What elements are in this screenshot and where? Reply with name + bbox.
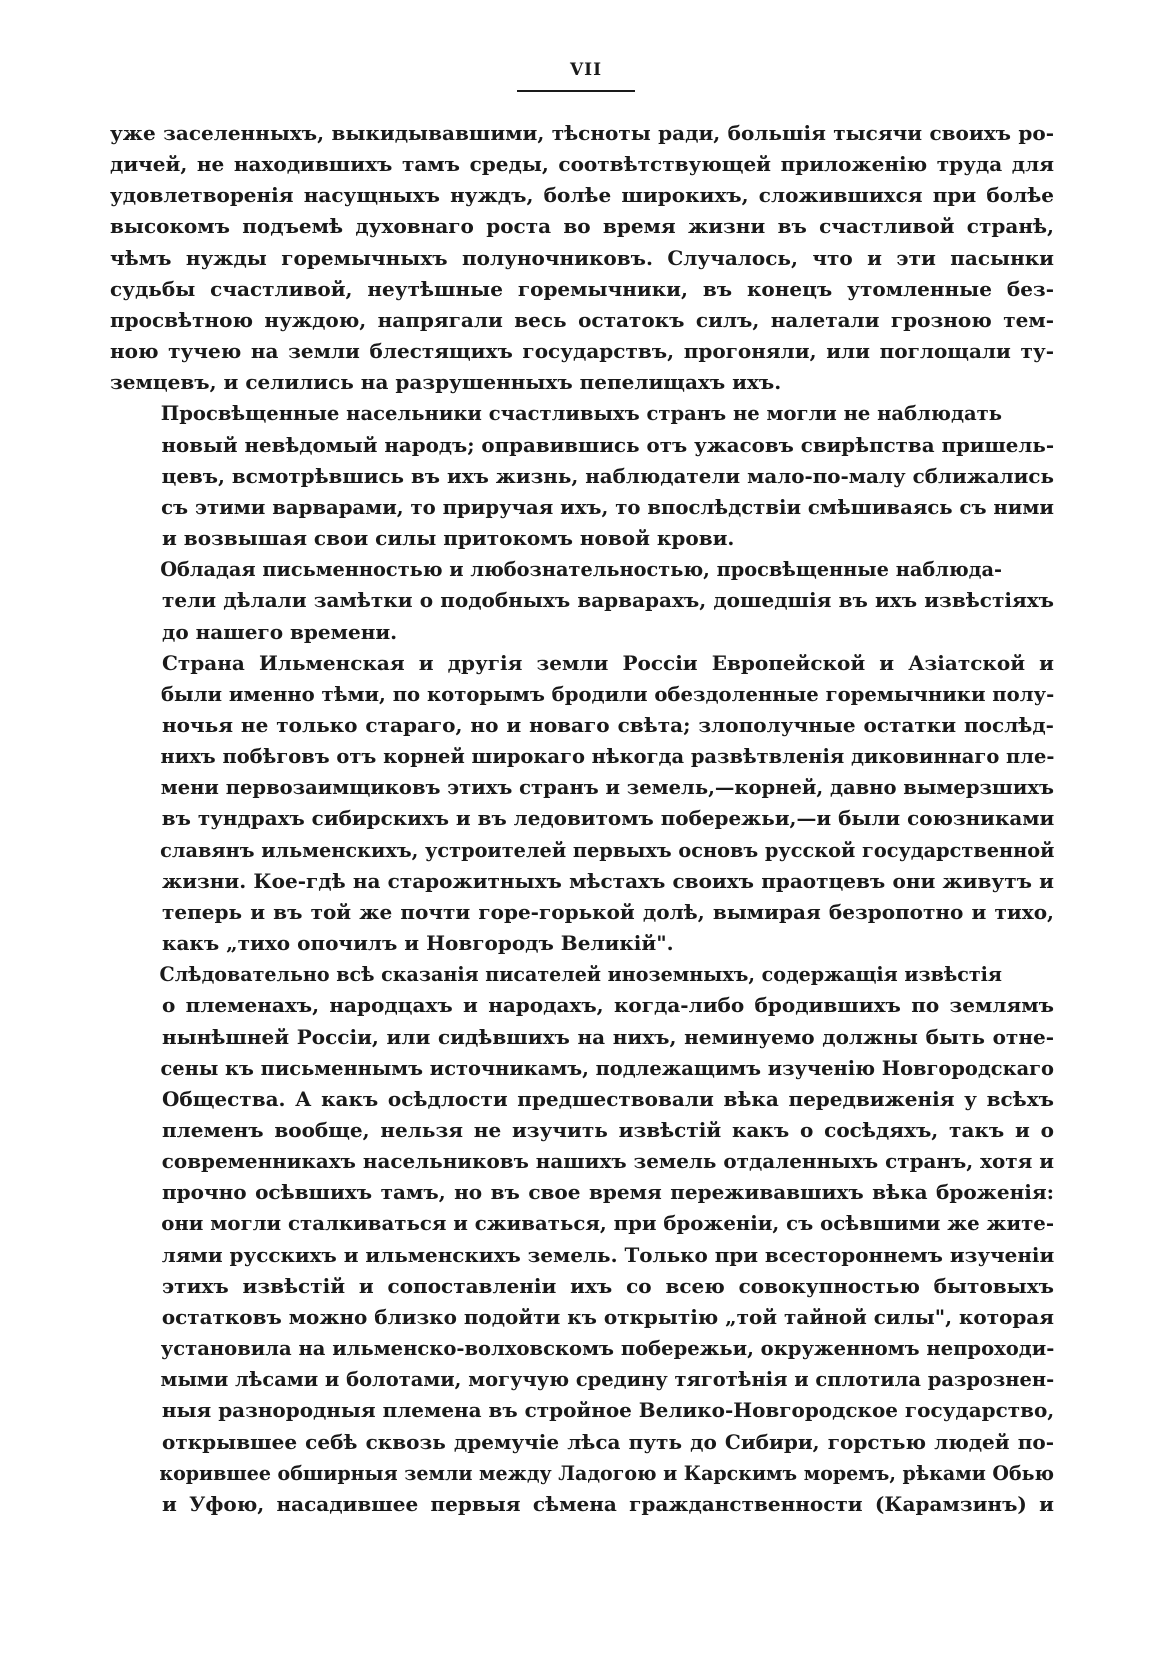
text-line: мыми лѣсами и болотами, могучую средину тяготѣнія и сплотила разрознен- — [160, 1367, 1055, 1392]
text-line: Просвѣщенные насельники счастливыхъ странъ не могли не наблюдать — [160, 401, 1003, 426]
header-rule — [517, 90, 635, 92]
text-line: удовлетворенія насущныхъ нуждъ, болѣе широкихъ, сложившихся при болѣе — [110, 183, 1054, 208]
text-line: лями русскихъ и ильменскихъ земель. Только при всестороннемъ изученіи — [161, 1242, 1055, 1267]
text-line: сены къ письменнымъ источникамъ, подлежащимъ изученію Новгородскаго — [160, 1055, 1055, 1080]
text-line: дичей, не находившихъ тамъ среды, соотвѣтствующей приложенію труда для — [110, 152, 1054, 177]
text-line: остатковъ можно близко подойти къ открытію „той тайной силы", которая — [161, 1304, 1054, 1329]
text-line: племенъ вообще, нельзя не изучить извѣстій какъ о сосѣдяхъ, такъ и о — [162, 1118, 1054, 1142]
text-line: нынѣшней Россіи, или сидѣвшихъ на нихъ, неминуемо должны быть отне- — [162, 1024, 1054, 1049]
text-line: съ этими варварами, то приручая ихъ, то впослѣдствіи смѣшиваясь съ ними — [161, 494, 1054, 519]
text-line: въ тундрахъ сибирскихъ и въ ледовитомъ побережьи,—и были союзниками — [161, 806, 1055, 831]
text-line: Общества. А какъ осѣдлости предшествовали вѣка передвиженія у всѣхъ — [162, 1086, 1054, 1111]
text-line: ныя разнородныя племена въ стройное Велико-Новгородское государство, — [161, 1398, 1055, 1423]
paragraph — [110, 554, 1054, 647]
text-line: судьбы счастливой, неутѣшные горемычники, въ конецъ утомленные без- — [110, 276, 1054, 301]
text-line: и возвышая свои силы притокомъ новой крови. — [162, 526, 735, 551]
text-line: Слѣдовательно всѣ сказанія писателей иноземныхъ, содержащія извѣстія — [159, 962, 1003, 987]
text-line: уже заселенныхъ, выкидывавшими, тѣсноты ради, большія тысячи своихъ ро- — [110, 121, 1054, 145]
text-line: о племенахъ, народцахъ и народахъ, когда-либо бродившихъ по землямъ — [162, 993, 1054, 1018]
text-line: установила на ильменско-волховскомъ побережьи, окруженномъ непроходи- — [160, 1336, 1054, 1361]
text-line: жизни. Кое-гдѣ на старожитныхъ мѣстахъ своихъ праотцевъ они живутъ и — [162, 868, 1054, 893]
page-body-text — [110, 118, 1054, 1520]
text-line: земцевъ, и селились на разрушенныхъ пепелищахъ ихъ. — [110, 370, 782, 395]
paragraph — [110, 648, 1054, 960]
text-line: какъ „тихо опочилъ и Новгородъ Великій". — [162, 931, 674, 956]
text-line: ночья не только стараго, но и новаго свѣта; злополучные остатки послѣд- — [162, 712, 1054, 737]
text-line: прочно осѣвшихъ тамъ, но въ свое время переживавшихъ вѣка броженія: — [162, 1180, 1054, 1205]
paragraph — [110, 118, 1054, 398]
text-line: цевъ, всмотрѣвшись въ ихъ жизнь, наблюдатели мало-по-малу сближались — [161, 463, 1055, 488]
text-line: корившее обширныя земли между Ладогою и Карскимъ моремъ, рѣками Обью — [159, 1460, 1055, 1485]
text-line: мени первозаимщиковъ этихъ странъ и земель,—корней, давно вымерзшихъ — [160, 775, 1054, 800]
text-line: Обладая письменностью и любознательностью, просвѣщенные наблюда- — [160, 557, 1003, 582]
text-line: Страна Ильменская и другія земли Россіи Европейской и Азіатской и — [162, 650, 1054, 675]
paragraph — [110, 959, 1054, 1520]
text-line: высокомъ подъемѣ духовнаго роста во время жизни въ счастливой странѣ, — [110, 214, 1054, 239]
text-line: открывшее себѣ сквозь дремучіе лѣса путь до Сибири, горстью людей по- — [162, 1429, 1054, 1454]
text-line: тели дѣлали замѣтки о подобныхъ варварахъ, дошедшія въ ихъ извѣстіяхъ — [162, 588, 1054, 613]
text-line: чѣмъ нужды горемычныхъ полуночниковъ. Случалось, что и эти пасынки — [110, 245, 1054, 270]
text-line: этихъ извѣстій и сопоставленіи ихъ со всею совокупностью бытовыхъ — [162, 1273, 1054, 1298]
text-line: и Уфою, насадившее первыя сѣмена гражданственности (Карамзинъ) и — [162, 1491, 1054, 1516]
text-line: теперь и въ той же почти горе-горькой долѣ, вымирая безропотно и тихо, — [162, 899, 1054, 924]
text-line: просвѣтною нуждою, напрягали весь остатокъ силъ, налетали грозною тем- — [110, 307, 1054, 332]
page-number: VII — [569, 60, 603, 80]
text-line: ною тучею на земли блестящихъ государствъ, прогоняли, или поглощали ту- — [110, 339, 1054, 364]
text-line: были именно тѣми, по которымъ бродили обездоленные горемычники полу- — [160, 681, 1055, 706]
text-line: новый невѣдомый народъ; оправившись отъ ужасовъ свирѣпства пришель- — [161, 432, 1055, 457]
text-line: современникахъ насельниковъ нашихъ земель отдаленныхъ странъ, хотя и — [161, 1149, 1055, 1174]
text-line: нихъ побѣговъ отъ корней широкаго нѣкогда развѣтвленія диковиннаго пле- — [160, 744, 1055, 769]
text-line: они могли сталкиваться и сживаться, при броженіи, съ осѣвшими же жите- — [161, 1211, 1055, 1236]
text-line: до нашего времени. — [162, 619, 398, 644]
paragraph — [110, 398, 1054, 554]
text-line: славянъ ильменскихъ, устроителей первыхъ основъ русской государственной — [160, 837, 1054, 862]
